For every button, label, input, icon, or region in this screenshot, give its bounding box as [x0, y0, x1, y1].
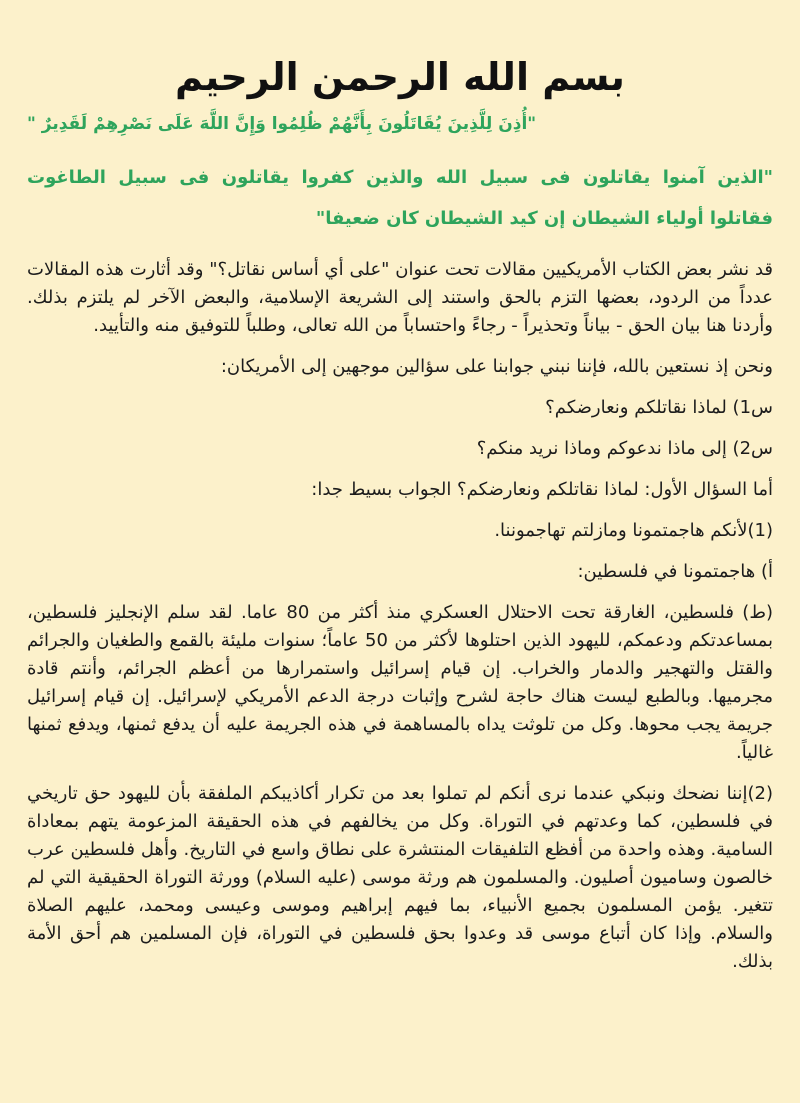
quran-verse-1: "أُذِنَ لِلَّذِينَ يُقَاتَلُونَ بِأَنَّهُمْ ظُلِمُوا وَإِنَّ اللَّهَ عَلَى نَصْرِهِمْ لَقَدِيرٌ "	[27, 113, 537, 134]
paragraph-jewish-claim: (2)إننا نضحك ونبكي عندما نرى أنكم لم تملوا بعد من تكرار أكاذيبكم الملفقة بأن لليهود حق تاريخي في فلسطين، كما وعدتهم في التوراة. وكل من يخالفهم في هذه الحقيقة المزعومة يتهم بمعاداة السامية. وهذه واحدة من أفظع التلفيقات المنتشرة على نطاق واسع في التاريخ. وأهل فلسطين عرب خالصون وساميون أصليون. والمسلمون هم ورثة موسى (عليه السلام) وورثة التوراة الحقيقية التي لم تتغير. يؤمن المسلمون بجميع الأنبياء، بما فيهم إبراهيم وموسى وعيسى ومحمد، عليهم الصلاة والسلام. وإذا كان أتباع موسى قد وعدوا بحق فلسطين في التوراة، فإن المسلمين هم أحق الأمة بذلك.	[27, 782, 773, 972]
question-2: س2) إلى ماذا ندعوكم وماذا نريد منكم؟	[476, 437, 773, 459]
paragraph-intro: قد نشر بعض الكتاب الأمريكيين مقالات تحت عنوان "على أي أساس نقاتل؟" وقد أثارت هذه المقالات عدداً من الردود، بعضها التزم بالحق واستند إلى الشريعة الإسلامية، والبعض الآخر لم يلتزم بذلك. وأردنا هنا بيان الحق - بياناً وتحذيراً - رجاءً واحتساباً من الله تعالى، وطلباً للتوفيق منه والتأييد.	[27, 258, 773, 336]
question-1: س1) لماذا نقاتلكم ونعارضكم؟	[545, 396, 773, 418]
reason-1: (1)لأنكم هاجمتمونا ومازلتم تهاجموننا.	[494, 519, 773, 541]
first-question-header: أما السؤال الأول: لماذا نقاتلكم ونعارضكم؟ الجواب بسيط جدا:	[311, 478, 773, 500]
paragraph-approach: ونحن إذ نستعين بالله، فإننا نبني جوابنا على سؤالين موجهين إلى الأمريكان:	[220, 355, 773, 377]
quran-verse-2: "الذين آمنوا يقاتلون فى سبيل الله والذين كفروا يقاتلون فى سبيل الطاغوت فقاتلوا أولياء الشيطان إن كيد الشيطان كان ضعيفا"	[27, 167, 773, 230]
reason-1a-header: أ) هاجمتمونا في فلسطين:	[577, 560, 773, 582]
basmala-title: بسم الله الرحمن الرحيم	[175, 55, 625, 99]
paragraph-palestine: (ط) فلسطين، الغارقة تحت الاحتلال العسكري منذ أكثر من 80 عاما. لقد سلم الإنجليز فلسطين، بمساعدتكم ودعمكم، لليهود الذين احتلوها لأكثر من 50 عاماً؛ سنوات مليئة بالقمع والطغيان والجرائم والقتل والتهجير والدمار والخراب. إن قيام إسرائيل واستمرارها من أعظم الجرائم، وأنتم قادة مجرميها. وبالطبع ليست هناك حاجة لشرح وإثبات درجة الدعم الأمريكي لإسرائيل. إن قيام إسرائيل جريمة يجب محوها. وكل من تلوثت يداه بالمساهمة في هذه الجريمة عليه أن يدفع ثمنها، ويدفع ثمنها غالياً.	[27, 601, 774, 763]
